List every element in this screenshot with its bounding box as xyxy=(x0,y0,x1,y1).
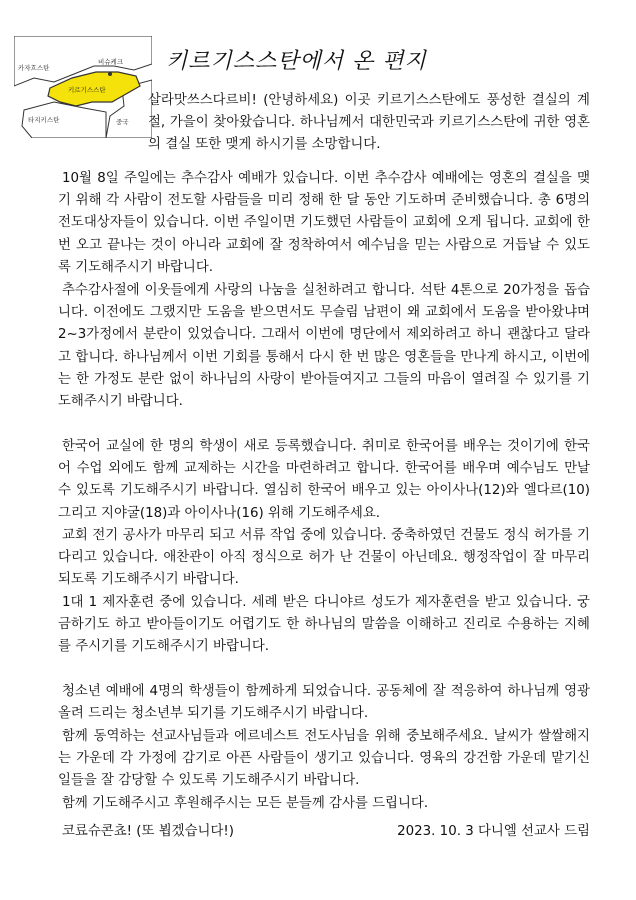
paragraph-coworkers-prayer: 함께 동역하는 선교사님들과 에르네스트 전도사님을 위해 중보해주세요. 날씨가 쌀쌀해지는 가운데 각 가정에 감기로 아픈 사람들이 생기고 있습니다. 영육의 강건함 가운데 맡기신 일들을 잘 감당할 수 있도록 기도해주시기 바랍니다. xyxy=(58,729,590,789)
paragraph-discipleship: 1대 1 제자훈련 중에 있습니다. 세례 받은 다니야르 성도가 제자훈련을 받고 있습니다. 궁금하기도 하고 받아들이기도 어렵기도 한 하나님의 말씀을 이해하고 진리로 수용하는 지혜를 주시기를 기도해주시기 바랍니다. xyxy=(58,595,590,655)
paragraph-thanksgiving-service: 10월 8일 주일에는 추수감사 예배가 있습니다. 이번 추수감사 예배에는 영혼의 결실을 맺기 위해 각 사람이 전도할 사람들을 미리 정해 한 달 동안 기도하며 준비했습니다. 총 6명의 전도대상자들이 있습니다. 이번 주일이면 기도했던 사람들이 교회에 오게 됩니다. 교회에 한 번 오고 끝나는 것이 아니라 교회에 잘 정착하여서 예수님을 믿는 사람으로 거듭날 수 있도록 기도해주시기 바랍니다. xyxy=(58,171,590,275)
paragraph-youth-service: 청소년 예배에 4명의 학생들이 함께하게 되었습니다. 공동체에 잘 적응하여 하나님께 영광 올려 드리는 청소년부 되기를 기도해주시기 바랍니다. xyxy=(58,684,590,722)
map-bishkek-dot xyxy=(108,72,112,76)
map-label-kazakhstan: 카자흐스탄 xyxy=(18,64,50,72)
intro-paragraph: 살라맛쓰스다르비! (안녕하세요) 이곳 키르기스스탄에도 풍성한 결실의 계절, 가을이 찾아왔습니다. 하나님께서 대한민국과 키르기스스탄에 귀한 영혼의 결실 또한 맺게 하시기를 소망합니다. xyxy=(148,93,590,153)
signature-line: 2023. 10. 3 다니엘 선교사 드림 xyxy=(397,824,590,839)
paragraph-coal-sharing: 추수감사절에 이웃들에게 사랑의 나눔을 실천하려고 합니다. 석탄 4톤으로 20가정을 돕습니다. 이전에도 그랬지만 도움을 받으면서도 무슬림 남편이 왜 교회에서 도움을 받아왔냐며 2~3가정에서 분란이 있었습니다. 그래서 이번에 명단에서 제외하려고 하니 괜찮다고 달라고 합니다. 하나님께서 이번 기회를 통해서 다시 한 번 많은 영혼들을 만나게 하시고, 이번에는 한 가정도 분란 없이 하나님의 사랑이 받아들여지고 그들의 마음이 열려질 수 있기를 기도해주시기 바랍니다. xyxy=(58,283,590,410)
map-label-bishkek: 비슈케크 xyxy=(98,58,124,66)
map-label-tajikistan: 타지키스탄 xyxy=(28,116,60,124)
map-label-china: 중국 xyxy=(116,118,129,126)
map-label-kyrgyzstan: 키르기스스탄 xyxy=(68,86,106,94)
paragraph-thanks: 함께 기도해주시고 후원해주시는 모든 분들께 감사를 드립니다. xyxy=(62,796,429,811)
map-graphic xyxy=(14,36,152,138)
letter-title: 키르기스스탄에서 온 편지 xyxy=(166,49,427,74)
paragraph-church-construction: 교회 전기 공사가 마무리 되고 서류 작업 중에 있습니다. 중축하였던 건물도 정식 허가를 기다리고 있습니다. 애찬관이 아직 정식으로 허가 난 건물이 아닌데요. 행정작업이 잘 마무리 되도록 기도해주시기 바랍니다. xyxy=(58,528,590,588)
paragraph-korean-class: 한국어 교실에 한 명의 학생이 새로 등록했습니다. 취미로 한국어를 배우는 것이기에 한국어 수업 외에도 함께 교제하는 시간을 마련하려고 합니다. 한국어를 배우며 예수님도 만날 수 있도록 기도해주시기 바랍니다. 열심히 한국어 배우고 있는 아이사나(12)와 엘다르(10) 그리고 지야굴(18)과 아이사나(16) 위해 기도해주세요. xyxy=(58,439,590,521)
closing-greeting: 코료슈콘쵸! (또 뵙겠습니다!) xyxy=(62,824,234,839)
kyrgyzstan-map xyxy=(14,36,152,138)
